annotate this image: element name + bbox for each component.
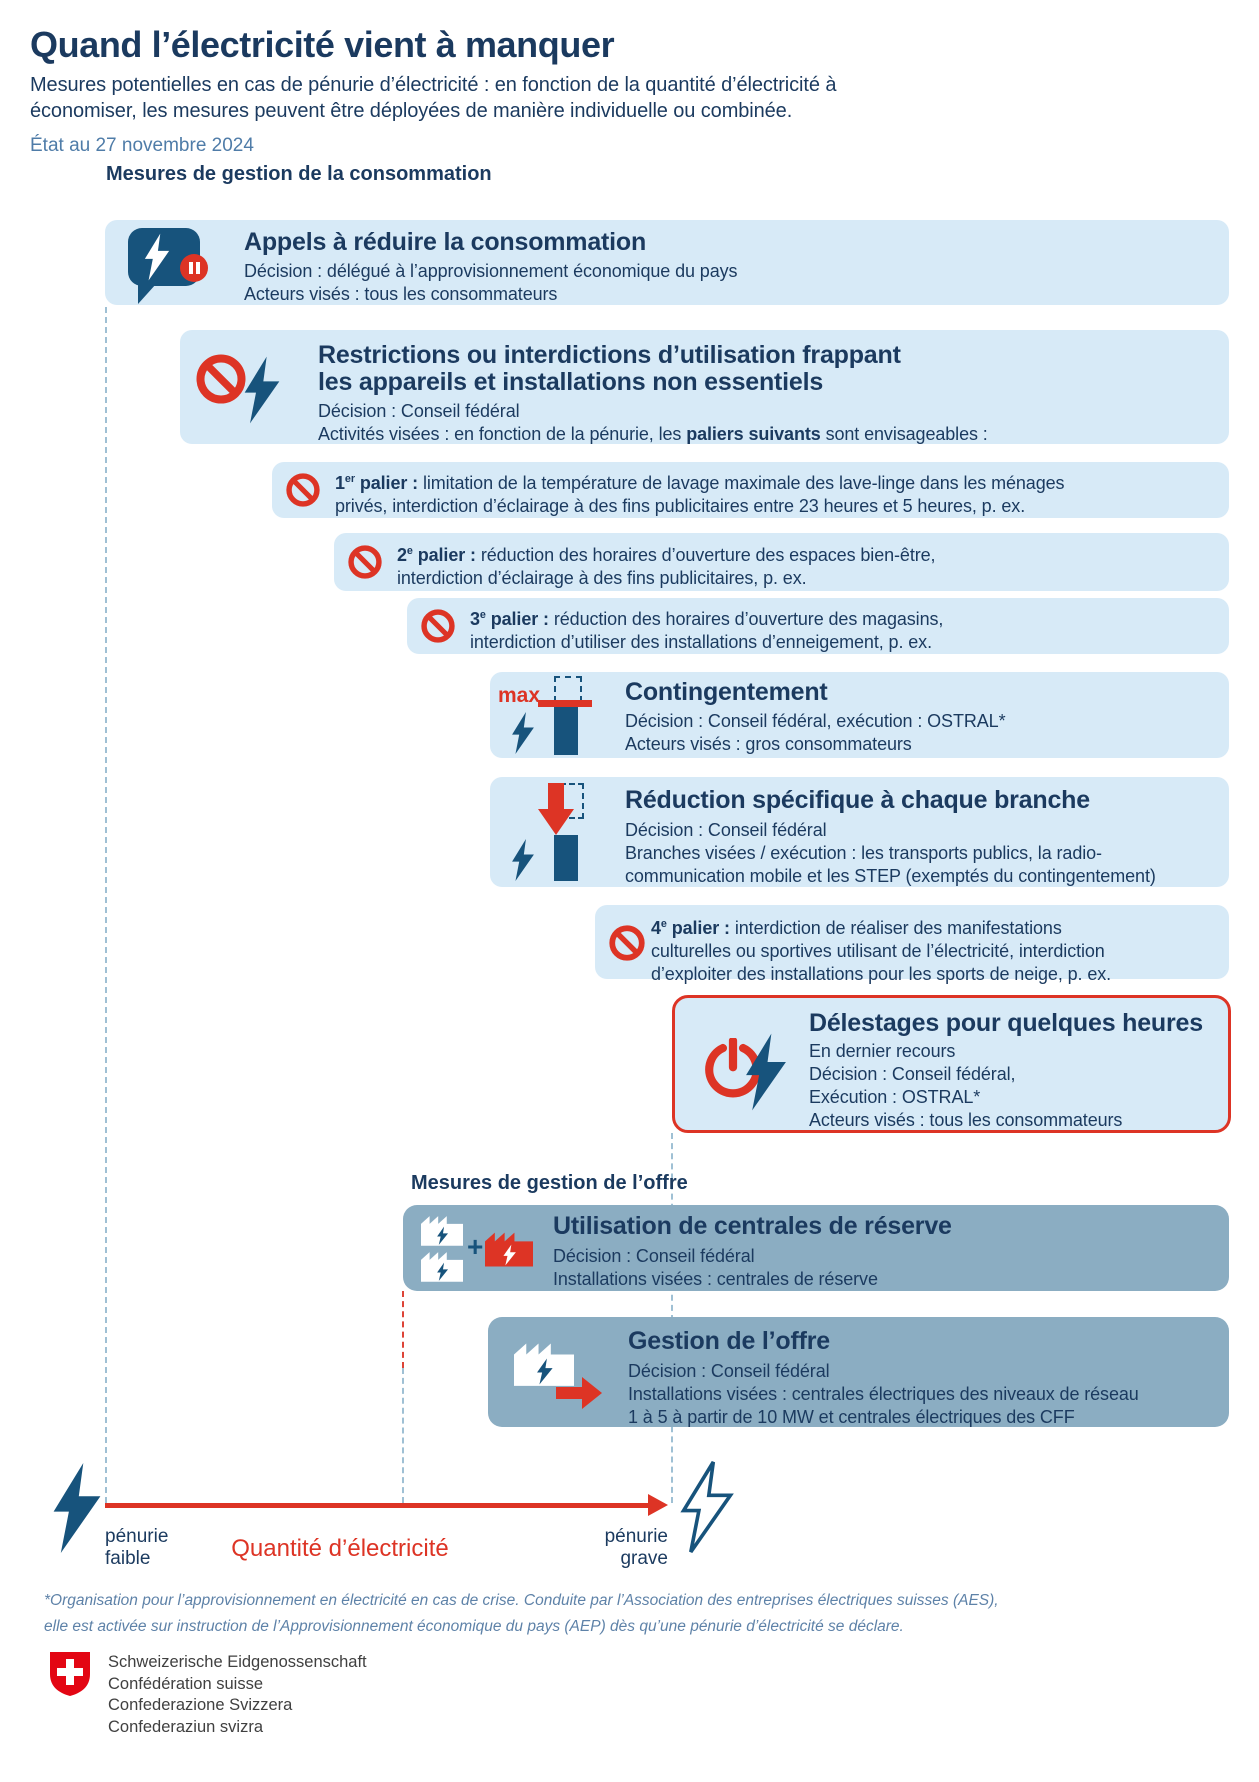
down-arrow-icon bbox=[538, 783, 574, 835]
box-contingentement bbox=[490, 672, 1229, 758]
box-reduction bbox=[490, 777, 1229, 887]
box-title-line: les appareils et installations non essentiels bbox=[318, 368, 824, 396]
box-delestages bbox=[672, 995, 1231, 1133]
activites-prefix: Activités visées : en fonction de la pénurie, les bbox=[318, 424, 687, 444]
prohibition-icon bbox=[196, 354, 246, 404]
gauge-ghost-outline bbox=[554, 676, 582, 702]
palier-sup: er bbox=[344, 473, 355, 485]
bolt-icon bbox=[510, 712, 536, 754]
palier-text-line bbox=[397, 540, 935, 567]
text-line: elle est activée sur instruction de l’Approvisionnement économique du pays (AEP) dès qu’une pénurie d’électricité se déclare. bbox=[44, 1618, 904, 1635]
text-line: communication mobile et les STEP (exemptés du contingentement) bbox=[625, 866, 1156, 886]
status-date: État au 27 novembre 2024 bbox=[30, 135, 254, 156]
palier-num: 4 bbox=[651, 918, 661, 938]
text-line: Décision : Conseil fédéral bbox=[553, 1246, 755, 1266]
box-palier-4 bbox=[595, 905, 1229, 984]
text-line: Décision : Conseil fédéral, exécution : OSTRAL* bbox=[625, 711, 1006, 731]
text-line: Mesures potentielles en cas de pénurie d’électricité : en fonction de la quantité d’électricité à bbox=[30, 74, 837, 96]
text-line: Décision : délégué à l’approvisionnement économique du pays bbox=[244, 261, 738, 281]
power-plants-plus-reserve-icon bbox=[421, 1213, 551, 1285]
text-line: Confederazione Svizzera bbox=[108, 1696, 293, 1714]
palier-text: limitation de la température de lavage maximale des lave-linge dans les ménages bbox=[422, 473, 1065, 493]
box-palier-1 bbox=[272, 462, 1229, 518]
plus-sign: + bbox=[467, 1231, 484, 1262]
prohibition-icon bbox=[348, 545, 382, 579]
bolt-icon bbox=[510, 839, 536, 881]
speech-bubble-tail bbox=[138, 284, 156, 304]
text-line: Acteurs visés : tous les consommateurs bbox=[809, 1110, 1123, 1130]
text-line: Acteurs visés : tous les consommateurs bbox=[244, 284, 558, 304]
palier-label: palier : bbox=[666, 918, 735, 938]
box-body bbox=[809, 1040, 1122, 1132]
palier-text: réduction des horaires d’ouverture des espaces bien-être, bbox=[480, 545, 936, 565]
palier-text: interdiction de réaliser des manifestations bbox=[734, 918, 1062, 938]
footnote bbox=[44, 1588, 999, 1640]
palier-text: réduction des horaires d’ouverture des magasins, bbox=[553, 609, 944, 629]
palier-sup: e bbox=[479, 609, 486, 621]
axis-guide-line-middle-red bbox=[402, 1291, 404, 1368]
box-title: Contingentement bbox=[625, 678, 828, 706]
decision-line: Décision : Conseil fédéral bbox=[318, 401, 520, 421]
palier-text-line bbox=[651, 913, 1111, 940]
box-palier-2 bbox=[334, 533, 1229, 591]
palier-text-line: d’exploiter des installations pour les sports de neige, p. ex. bbox=[651, 964, 1112, 984]
axis-label-right bbox=[518, 1526, 668, 1570]
text-line: Acteurs visés : gros consommateurs bbox=[625, 734, 912, 754]
palier-text-line: culturelles ou sportives utilisant de l’électricité, interdiction bbox=[651, 941, 1105, 961]
box-title: Gestion de l’offre bbox=[628, 1327, 830, 1355]
bolt-solid-icon bbox=[50, 1458, 104, 1558]
box-restrictions bbox=[180, 330, 1229, 444]
palier-text-line bbox=[335, 468, 1064, 495]
palier-label: palier : bbox=[354, 473, 423, 493]
box-utilisation bbox=[403, 1205, 1229, 1291]
power-off-bolt-icon bbox=[701, 1030, 811, 1118]
text-line: Installations visées : centrales électriques des niveaux de réseau bbox=[628, 1384, 1139, 1404]
gauge-bar bbox=[554, 707, 578, 755]
box-body bbox=[628, 1360, 1139, 1429]
power-plant-arrow-icon bbox=[514, 1341, 624, 1413]
axis-label-left bbox=[105, 1526, 168, 1570]
axis-guide-line-middle bbox=[402, 1368, 404, 1503]
text-line: faible bbox=[105, 1548, 151, 1569]
quantity-axis bbox=[105, 1503, 650, 1508]
palier-sup: e bbox=[406, 545, 413, 557]
activites-bold: paliers suivants bbox=[686, 424, 821, 444]
box-body bbox=[318, 400, 988, 446]
text-line: 1 à 5 à partir de 10 MW et centrales électriques des CFF bbox=[628, 1407, 1075, 1427]
box-gestion bbox=[488, 1317, 1229, 1427]
palier-text-line: privés, interdiction d’éclairage à des fins publicitaires entre 23 heures et 5 heures, p. ex. bbox=[335, 496, 1026, 516]
max-cap bbox=[538, 700, 592, 707]
text-line: pénurie bbox=[105, 1526, 169, 1547]
right-arrow-icon bbox=[556, 1377, 602, 1409]
text-line: Schweizerische Eidgenossenschaft bbox=[108, 1653, 367, 1671]
palier-text-line bbox=[470, 604, 943, 631]
text-line: Confederaziun svizra bbox=[108, 1717, 263, 1736]
max-level-gauge-bolt-icon bbox=[498, 676, 618, 756]
arrow-down-gauge-bolt-icon bbox=[498, 783, 618, 883]
box-title: Délestages pour quelques heures bbox=[809, 1009, 1203, 1037]
text-line: grave bbox=[620, 1548, 668, 1569]
text-line: Confédération suisse bbox=[108, 1674, 264, 1693]
box-body bbox=[244, 260, 737, 306]
prohibition-icon bbox=[286, 473, 320, 507]
bolt-icon bbox=[242, 350, 282, 430]
box-body bbox=[625, 710, 1005, 756]
palier-label: palier : bbox=[412, 545, 481, 565]
confederation-wordmark bbox=[108, 1652, 367, 1738]
power-plant-icon bbox=[421, 1215, 463, 1246]
palier-num: 2 bbox=[397, 545, 407, 565]
activites-suffix: sont envisageables : bbox=[820, 424, 988, 444]
text-line: pénurie bbox=[604, 1526, 668, 1547]
power-plant-icon bbox=[421, 1251, 463, 1282]
palier-num: 1 bbox=[335, 473, 345, 493]
speech-bubble-bolt-pause-icon bbox=[128, 228, 200, 286]
text-line: Décision : Conseil fédéral bbox=[628, 1361, 830, 1381]
section-header-supply: Mesures de gestion de l’offre bbox=[411, 1172, 688, 1194]
text-line: Branches visées / exécution : les transports publics, la radio- bbox=[625, 843, 1102, 863]
box-body bbox=[553, 1245, 878, 1291]
axis-label-center: Quantité d’électricité bbox=[231, 1535, 449, 1562]
max-label: max bbox=[498, 684, 541, 707]
palier-text-line: interdiction d’utiliser des installations d’enneigement, p. ex. bbox=[470, 632, 932, 652]
text-line: économiser, les mesures peuvent être déployées de manière individuelle ou combinée. bbox=[30, 100, 793, 122]
section-header-consumption: Mesures de gestion de la consommation bbox=[106, 163, 492, 185]
text-line: *Organisation pour l’approvisionnement en électricité en cas de crise. Conduite par l’Association des entreprises électriques suisses (AES), bbox=[44, 1592, 999, 1609]
page-subtitle bbox=[30, 72, 836, 124]
box-palier-3 bbox=[407, 598, 1229, 654]
palier-sup: e bbox=[660, 918, 667, 930]
palier-num: 3 bbox=[470, 609, 480, 629]
text-line: Exécution : OSTRAL* bbox=[809, 1087, 981, 1107]
activites-line bbox=[318, 423, 988, 446]
box-body bbox=[625, 819, 1156, 888]
palier-text-line: interdiction d’éclairage à des fins publicitaires, p. ex. bbox=[397, 568, 807, 588]
bolt-icon bbox=[743, 1030, 789, 1114]
gauge-bar bbox=[554, 835, 578, 881]
text-line: Décision : Conseil fédéral, bbox=[809, 1064, 1016, 1084]
page-title: Quand l’électricité vient à manquer bbox=[30, 24, 615, 65]
prohibition-icon bbox=[609, 925, 645, 961]
box-title: Appels à réduire la consommation bbox=[244, 228, 647, 256]
swiss-cross-shield-icon bbox=[48, 1650, 92, 1696]
palier-label: palier : bbox=[485, 609, 554, 629]
text-line: En dernier recours bbox=[809, 1041, 956, 1061]
axis-guide-line-left bbox=[105, 307, 107, 1503]
reserve-plant-icon bbox=[485, 1231, 533, 1267]
box-title-line: Restrictions ou interdictions d’utilisation frappant bbox=[318, 341, 901, 369]
box-title: Réduction spécifique à chaque branche bbox=[625, 786, 1090, 814]
text-line: Décision : Conseil fédéral bbox=[625, 820, 827, 840]
text-line: Installations visées : centrales de réserve bbox=[553, 1269, 878, 1289]
pause-icon bbox=[180, 254, 208, 282]
bolt-outline-icon bbox=[680, 1456, 734, 1558]
box-title: Utilisation de centrales de réserve bbox=[553, 1212, 952, 1240]
axis-arrowhead bbox=[648, 1494, 668, 1516]
prohibition-icon bbox=[421, 609, 455, 643]
box-appels bbox=[105, 220, 1229, 305]
